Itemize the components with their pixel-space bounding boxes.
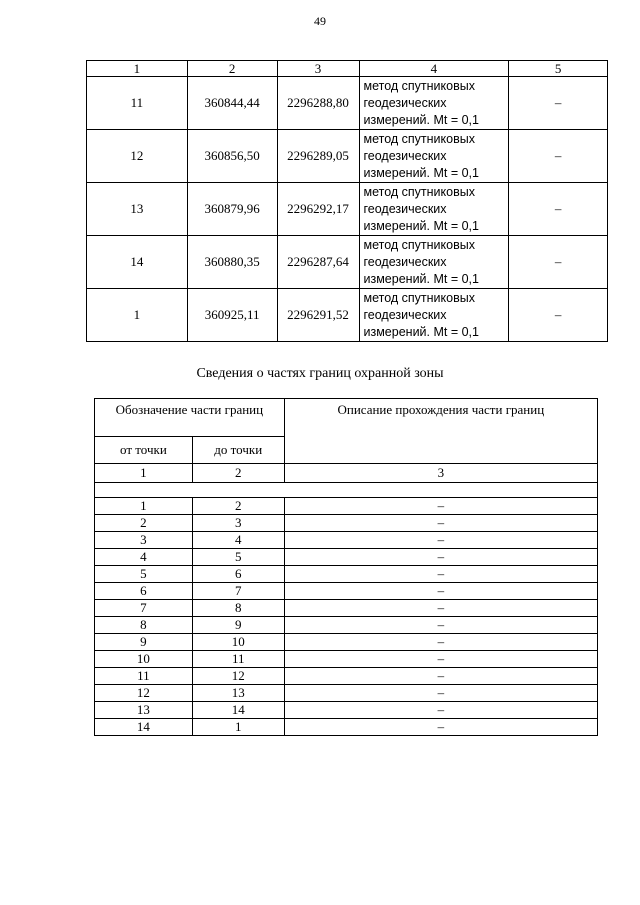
to-point: 8 [192,600,284,617]
point-number: 14 [87,236,188,289]
x-coordinate: 360925,11 [187,289,277,342]
from-point: 3 [95,532,193,549]
column-number: 5 [509,61,608,77]
description-cell: – [284,719,597,736]
table-row [87,77,608,130]
method-cell [359,130,509,183]
point-number: 13 [87,183,188,236]
method-line: метод спутниковых [363,78,475,93]
method-line: метод спутниковых [363,290,475,305]
description-cell: – [284,515,597,532]
method-line: измерений. Mt = 0,1 [363,165,479,180]
to-point: 12 [192,668,284,685]
blank-cell [95,483,598,498]
note-cell: – [509,183,608,236]
y-coordinate: 2296292,17 [277,183,359,236]
point-number: 1 [87,289,188,342]
note-cell: – [509,236,608,289]
to-point: 7 [192,583,284,600]
method-cell [359,183,509,236]
boundary-parts-table [94,398,598,736]
from-point: 2 [95,515,193,532]
description-cell: – [284,685,597,702]
coordinates-table [86,60,608,342]
table-row [95,617,598,634]
page-number: 49 [314,14,326,28]
to-point: 14 [192,702,284,719]
description-cell: – [284,498,597,515]
from-point: 12 [95,685,193,702]
method-line: метод спутниковых [363,237,475,252]
method-line: метод спутниковых [363,131,475,146]
description-cell: – [284,651,597,668]
to-point: 4 [192,532,284,549]
method-line: геодезических [363,254,447,269]
method-line: геодезических [363,307,447,322]
table-row [95,719,598,736]
description-cell: – [284,702,597,719]
table-row [95,634,598,651]
from-point: 11 [95,668,193,685]
from-point: 8 [95,617,193,634]
to-point: 6 [192,566,284,583]
note-cell: – [509,77,608,130]
method-line: метод спутниковых [363,184,475,199]
to-point: 1 [192,719,284,736]
to-point: 2 [192,498,284,515]
y-coordinate: 2296287,64 [277,236,359,289]
x-coordinate: 360879,96 [187,183,277,236]
y-coordinate: 2296291,52 [277,289,359,342]
description-cell: – [284,583,597,600]
description-cell: – [284,668,597,685]
to-point: 10 [192,634,284,651]
parts-column-numbers-row [95,464,598,483]
from-point: 9 [95,634,193,651]
to-point: 11 [192,651,284,668]
table-row [95,583,598,600]
table-row [95,498,598,515]
description-cell: – [284,532,597,549]
to-point-header: до точки [192,437,284,464]
point-number: 12 [87,130,188,183]
column-number: 2 [187,61,277,77]
section-title: Сведения о частях границ охранной зоны [196,366,444,381]
from-point: 1 [95,498,193,515]
note-cell: – [509,289,608,342]
x-coordinate: 360844,44 [187,77,277,130]
method-cell [359,236,509,289]
description-cell: – [284,549,597,566]
method-cell [359,77,509,130]
table-row [95,668,598,685]
table-row [87,289,608,342]
to-point: 13 [192,685,284,702]
description-cell: – [284,617,597,634]
from-point: 14 [95,719,193,736]
from-point: 4 [95,549,193,566]
table-row [95,515,598,532]
table-row [95,549,598,566]
method-line: измерений. Mt = 0,1 [363,271,479,286]
designation-header: Обозначение части границ [95,399,285,437]
from-point: 10 [95,651,193,668]
method-line: геодезических [363,148,447,163]
table-row [95,651,598,668]
y-coordinate: 2296288,80 [277,77,359,130]
column-number: 1 [87,61,188,77]
point-number: 11 [87,77,188,130]
coordinates-header-row [87,61,608,77]
description-cell: – [284,634,597,651]
from-point: 6 [95,583,193,600]
to-point: 3 [192,515,284,532]
table-row [95,685,598,702]
column-number: 1 [95,464,193,483]
description-header: Описание прохождения части границ [284,399,597,464]
table-row [95,532,598,549]
method-line: геодезических [363,201,447,216]
method-line: измерений. Mt = 0,1 [363,324,479,339]
table-row [87,236,608,289]
column-number: 4 [359,61,509,77]
column-number: 3 [284,464,597,483]
note-cell: – [509,130,608,183]
table-row [87,183,608,236]
table-row [87,130,608,183]
from-point: 13 [95,702,193,719]
table-row [95,566,598,583]
from-point: 7 [95,600,193,617]
parts-header-row [95,399,598,437]
description-cell: – [284,600,597,617]
method-line: геодезических [363,95,447,110]
column-number: 2 [192,464,284,483]
column-number: 3 [277,61,359,77]
method-line: измерений. Mt = 0,1 [363,218,479,233]
from-point-header: от точки [95,437,193,464]
table-row [95,702,598,719]
to-point: 5 [192,549,284,566]
x-coordinate: 360856,50 [187,130,277,183]
x-coordinate: 360880,35 [187,236,277,289]
method-cell [359,289,509,342]
y-coordinate: 2296289,05 [277,130,359,183]
table-row [95,600,598,617]
from-point: 5 [95,566,193,583]
to-point: 9 [192,617,284,634]
description-cell: – [284,566,597,583]
method-line: измерений. Mt = 0,1 [363,112,479,127]
blank-row [95,483,598,498]
